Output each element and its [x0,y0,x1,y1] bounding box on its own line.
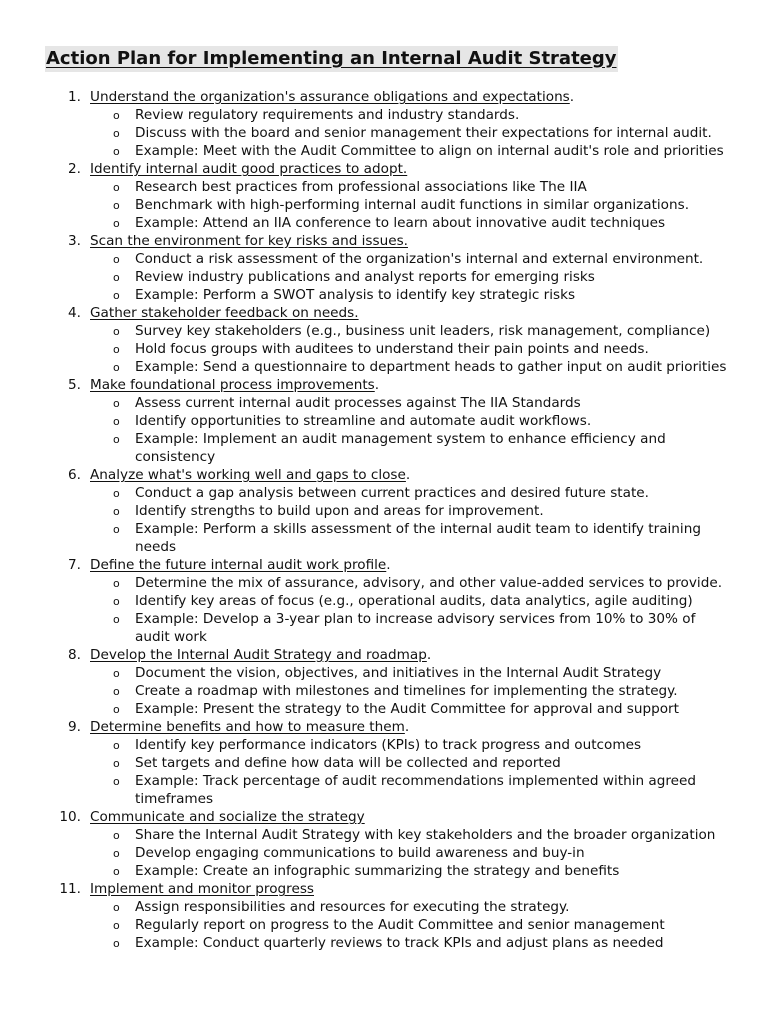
bullet-text: Example: Conduct quarterly reviews to track KPIs and adjust plans as needed [135,935,664,951]
bullet-list [0,736,768,808]
bullet-text: Regularly report on progress to the Audit Committee and senior management [135,917,665,933]
bullet-text: Determine the mix of assurance, advisory, and other value-added services to provide. [135,575,723,591]
item-heading: Gather stakeholder feedback on needs. [90,305,359,321]
item-heading: Understand the organization's assurance obligations and expectations [90,89,570,105]
circle-bullet-icon: o [113,253,120,266]
bullet-text: Example: Meet with the Audit Committee to align on internal audit's role and priorities [135,143,724,159]
item-heading-suffix: . [569,89,575,105]
circle-bullet-icon: o [113,505,120,518]
bullet-text: Review regulatory requirements and industry standards. [135,107,520,123]
item-heading: Define the future internal audit work profile [90,557,387,573]
bullet-item [0,610,768,646]
bullet-text: Example: Send a questionnaire to department heads to gather input on audit priorities [135,359,727,375]
circle-bullet-icon: o [113,181,120,194]
circle-bullet-icon: o [113,739,120,752]
bullet-item [0,700,768,718]
circle-bullet-icon: o [113,487,120,500]
item-heading: Identify internal audit good practices to adopt. [90,161,408,177]
action-item [0,466,768,556]
bullet-list [0,106,768,160]
item-heading-suffix: . [405,467,411,483]
action-item [0,880,768,952]
bullet-item [0,340,768,358]
action-item-heading-row [0,466,768,484]
bullet-item [0,520,768,556]
item-heading-suffix: . [374,377,380,393]
bullet-item [0,412,768,430]
action-item [0,376,768,466]
circle-bullet-icon: o [113,289,120,302]
action-item-heading-row [0,718,768,736]
action-plan-list [0,88,768,952]
circle-bullet-icon: o [113,685,120,698]
action-item [0,556,768,646]
bullet-text: Document the vision, objectives, and initiatives in the Internal Audit Strategy [135,665,662,681]
circle-bullet-icon: o [113,433,120,446]
bullet-list [0,178,768,232]
circle-bullet-icon: o [113,901,120,914]
bullet-item [0,124,768,142]
circle-bullet-icon: o [113,415,120,428]
circle-bullet-icon: o [113,145,120,158]
bullet-text: Benchmark with high-performing internal audit functions in similar organizations. [135,197,690,213]
bullet-list [0,322,768,376]
action-item-heading-row [0,808,768,826]
bullet-list [0,394,768,466]
action-item-heading-row [0,880,768,898]
document-title: Action Plan for Implementing an Internal Audit Strategy [45,46,618,72]
action-item-heading-row [0,232,768,250]
bullet-text: Example: Create an infographic summarizing the strategy and benefits [135,863,620,879]
bullet-item [0,916,768,934]
bullet-text: Example: Perform a skills assessment of the internal audit team to identify training needs [135,521,701,555]
circle-bullet-icon: o [113,613,120,626]
bullet-item [0,772,768,808]
item-number: 6. [68,467,81,483]
circle-bullet-icon: o [113,523,120,536]
circle-bullet-icon: o [113,775,120,788]
action-item-heading-row [0,88,768,106]
bullet-item [0,502,768,520]
bullet-item [0,844,768,862]
item-number: 1. [68,89,81,105]
action-item [0,160,768,232]
circle-bullet-icon: o [113,703,120,716]
bullet-text: Share the Internal Audit Strategy with key stakeholders and the broader organization [135,827,716,843]
bullet-text: Assess current internal audit processes against The IIA Standards [135,395,581,411]
item-number: 9. [68,719,81,735]
circle-bullet-icon: o [113,757,120,770]
circle-bullet-icon: o [113,829,120,842]
bullet-item [0,574,768,592]
item-heading: Communicate and socialize the strategy [90,809,365,825]
item-heading: Make foundational process improvements [90,377,375,393]
bullet-item [0,142,768,160]
bullet-text: Identify opportunities to streamline and automate audit workflows. [135,413,592,429]
bullet-item [0,826,768,844]
bullet-text: Example: Attend an IIA conference to learn about innovative audit techniques [135,215,666,231]
bullet-text: Discuss with the board and senior management their expectations for internal audit. [135,125,712,141]
bullet-item [0,592,768,610]
circle-bullet-icon: o [113,577,120,590]
item-heading: Analyze what's working well and gaps to close [90,467,406,483]
action-item-heading-row [0,556,768,574]
action-item-heading-row [0,304,768,322]
action-item-heading-row [0,376,768,394]
item-heading: Scan the environment for key risks and issues. [90,233,408,249]
item-heading-suffix: . [404,719,410,735]
item-heading-suffix: . [426,647,432,663]
bullet-text: Identify key performance indicators (KPIs) to track progress and outcomes [135,737,642,753]
action-item [0,808,768,880]
bullet-list [0,826,768,880]
bullet-text: Example: Perform a SWOT analysis to identify key strategic risks [135,287,576,303]
bullet-item [0,286,768,304]
bullet-text: Survey key stakeholders (e.g., business unit leaders, risk management, compliance) [135,323,711,339]
bullet-item [0,358,768,376]
item-number: 5. [68,377,81,393]
bullet-item [0,214,768,232]
circle-bullet-icon: o [113,361,120,374]
circle-bullet-icon: o [113,865,120,878]
bullet-list [0,250,768,304]
circle-bullet-icon: o [113,667,120,680]
bullet-item [0,682,768,700]
item-number: 2. [68,161,81,177]
bullet-text: Identify key areas of focus (e.g., operational audits, data analytics, agile auditing) [135,593,693,609]
item-number: 3. [68,233,81,249]
bullet-text: Example: Present the strategy to the Audit Committee for approval and support [135,701,679,717]
action-item [0,304,768,376]
bullet-item [0,322,768,340]
bullet-text: Assign responsibilities and resources for executing the strategy. [135,899,570,915]
bullet-text: Create a roadmap with milestones and timelines for implementing the strategy. [135,683,678,699]
item-heading: Develop the Internal Audit Strategy and roadmap [90,647,427,663]
bullet-text: Example: Develop a 3-year plan to increase advisory services from 10% to 30% of audit work [135,611,696,645]
bullet-item [0,754,768,772]
bullet-list [0,484,768,556]
circle-bullet-icon: o [113,271,120,284]
bullet-item [0,430,768,466]
circle-bullet-icon: o [113,217,120,230]
action-item [0,718,768,808]
item-number: 4. [68,305,81,321]
action-item [0,88,768,160]
circle-bullet-icon: o [113,937,120,950]
bullet-list [0,664,768,718]
bullet-text: Example: Track percentage of audit recommendations implemented within agreed timeframes [135,773,697,807]
bullet-text: Set targets and define how data will be collected and reported [135,755,561,771]
circle-bullet-icon: o [113,595,120,608]
bullet-list [0,898,768,952]
circle-bullet-icon: o [113,109,120,122]
circle-bullet-icon: o [113,343,120,356]
bullet-text: Example: Implement an audit management system to enhance efficiency and consistency [135,431,666,465]
action-item-heading-row [0,160,768,178]
bullet-text: Develop engaging communications to build awareness and buy-in [135,845,585,861]
item-number: 11. [59,881,81,897]
item-heading: Determine benefits and how to measure them [90,719,405,735]
bullet-item [0,106,768,124]
circle-bullet-icon: o [113,199,120,212]
item-heading: Implement and monitor progress [90,881,314,897]
circle-bullet-icon: o [113,919,120,932]
circle-bullet-icon: o [113,325,120,338]
circle-bullet-icon: o [113,847,120,860]
bullet-text: Conduct a gap analysis between current practices and desired future state. [135,485,649,501]
item-heading-suffix: . [386,557,391,573]
bullet-item [0,736,768,754]
action-item [0,232,768,304]
bullet-item [0,268,768,286]
bullet-item [0,196,768,214]
bullet-item [0,178,768,196]
action-item [0,646,768,718]
bullet-text: Review industry publications and analyst reports for emerging risks [135,269,595,285]
item-number: 10. [59,809,81,825]
bullet-item [0,934,768,952]
action-item-heading-row [0,646,768,664]
bullet-text: Identify strengths to build upon and areas for improvement. [135,503,544,519]
bullet-item [0,664,768,682]
bullet-text: Hold focus groups with auditees to understand their pain points and needs. [135,341,649,357]
item-number: 7. [68,557,81,573]
bullet-item [0,862,768,880]
bullet-item [0,484,768,502]
bullet-text: Research best practices from professional associations like The IIA [135,179,587,195]
circle-bullet-icon: o [113,127,120,140]
item-number: 8. [68,647,81,663]
bullet-list [0,574,768,646]
bullet-item [0,394,768,412]
circle-bullet-icon: o [113,397,120,410]
bullet-item [0,898,768,916]
bullet-text: Conduct a risk assessment of the organization's internal and external environment. [135,251,704,267]
bullet-item [0,250,768,268]
